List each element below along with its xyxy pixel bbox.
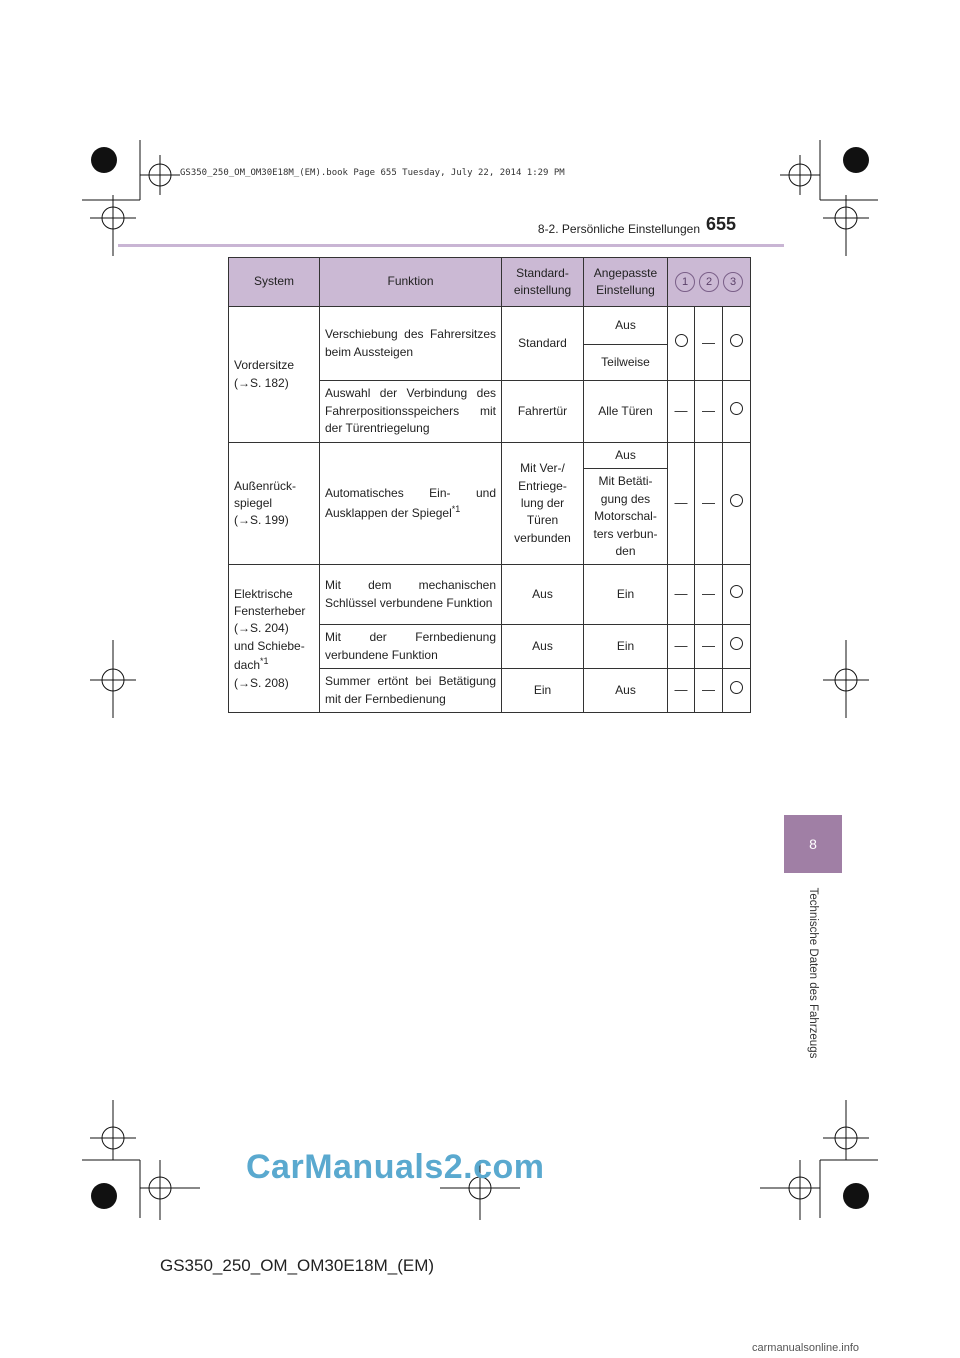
- circle-mark-icon: [730, 334, 743, 347]
- system-spiegel: Außenrück- spiegel (→S. 199): [229, 443, 320, 565]
- system-vordersitze: Vordersitze (→S. 182): [229, 307, 320, 443]
- system-text: Elektrische Fensterheber (→S. 204) und Schiebe- dach: [234, 586, 306, 673]
- custom-cell: Mit Betäti- gung des Motorschal- ters verbun- den: [584, 469, 668, 565]
- table-header-row: [229, 258, 751, 307]
- section-title: 8-2. Persönliche Einstellungen: [537, 222, 700, 236]
- header-custom: Angepasste Einstellung: [584, 258, 668, 307]
- crosshair-icon: [780, 155, 820, 195]
- standard-cell: Standard: [502, 307, 584, 381]
- header-rule: [118, 244, 784, 247]
- custom-cell: Ein: [584, 565, 668, 625]
- col1-value: —: [668, 565, 695, 625]
- col3-value: [723, 625, 751, 669]
- watermark-carmanualsonline: carmanualsonline.info: [752, 1342, 860, 1354]
- header-function: Funktion: [320, 258, 502, 307]
- settings-table: [228, 257, 751, 713]
- function-text: Automatisches Ein- und Ausklappen der Spiegel: [325, 486, 496, 520]
- col2-value: —: [695, 625, 723, 669]
- chapter-side-label: [784, 878, 842, 1068]
- col2-value: —: [695, 565, 723, 625]
- custom-cell: Teilweise: [584, 345, 668, 381]
- header-standard: Standard- einstellung: [502, 258, 584, 307]
- crosshair-icon: [140, 155, 180, 195]
- custom-cell: Aus: [584, 669, 668, 713]
- footnote-marker: *1: [260, 656, 269, 667]
- custom-cell: Aus: [584, 307, 668, 345]
- col2-value: —: [695, 307, 723, 381]
- col3-value: [723, 443, 751, 565]
- system-fensterheber: [229, 565, 320, 713]
- col2-value: —: [695, 669, 723, 713]
- circle-mark-icon: [675, 334, 688, 347]
- header-system: System: [229, 258, 320, 307]
- custom-cell: Aus: [584, 443, 668, 469]
- col3-value: [723, 669, 751, 713]
- circle-mark-icon: [730, 637, 743, 650]
- watermark-carmanuals2: CarManuals2.com: [246, 1148, 545, 1186]
- function-cell: Mit der Fernbedienung verbundene Funktion: [320, 625, 502, 669]
- crosshair-icon: [140, 1160, 200, 1220]
- col2-value: —: [695, 443, 723, 565]
- col3-value: [723, 381, 751, 443]
- column-3-badge: 3: [723, 272, 743, 292]
- function-cell: Mit dem mechanischen Schlüssel verbundene Funktion: [320, 565, 502, 625]
- footer-code: GS350_250_OM_OM30E18M_(EM): [160, 1256, 435, 1275]
- circle-mark-icon: [730, 402, 743, 415]
- crosshair-icon: [90, 1100, 136, 1160]
- crosshair-icon: [90, 640, 136, 718]
- column-1-badge: 1: [675, 272, 695, 292]
- standard-cell: Aus: [502, 565, 584, 625]
- custom-cell: Alle Türen: [584, 381, 668, 443]
- system-page-ref: (→S. 208): [234, 675, 289, 690]
- col1-value: —: [668, 669, 695, 713]
- standard-cell: Fahrertür: [502, 381, 584, 443]
- col3-value: [723, 307, 751, 381]
- crosshair-icon: [823, 1100, 869, 1160]
- col3-value: [723, 565, 751, 625]
- standard-cell: Aus: [502, 625, 584, 669]
- table-row: [229, 565, 751, 625]
- custom-cell: Ein: [584, 625, 668, 669]
- column-2-badge: 2: [699, 272, 719, 292]
- standard-cell: Ein: [502, 669, 584, 713]
- col2-value: —: [695, 381, 723, 443]
- col1-value: [668, 307, 695, 381]
- col1-value: —: [668, 381, 695, 443]
- chapter-label-text: Technische Daten des Fahrzeugs: [807, 887, 819, 1059]
- crosshair-icon: [823, 195, 869, 256]
- function-cell: Verschiebung des Fahrersitzes beim Aussteigen: [320, 307, 502, 381]
- page-number: 655: [706, 214, 737, 234]
- standard-cell: Mit Ver-/ Entriege- lung der Türen verbunden: [502, 443, 584, 565]
- footnote-marker: *1: [451, 503, 461, 514]
- col1-value: —: [668, 625, 695, 669]
- function-cell: Summer ertönt bei Betätigung mit der Fernbedienung: [320, 669, 502, 713]
- table-row: [229, 443, 751, 469]
- circle-mark-icon: [730, 494, 743, 507]
- chapter-tab: 8: [784, 815, 842, 873]
- crosshair-icon: [823, 640, 869, 718]
- header-columns: [668, 258, 751, 307]
- table-row: [229, 307, 751, 345]
- book-tag: GS350_250_OM_OM30E18M_(EM).book Page 655 Tuesday, July 22, 2014 1:29 PM: [180, 168, 565, 178]
- col1-value: —: [668, 443, 695, 565]
- function-cell: [320, 443, 502, 565]
- circle-mark-icon: [730, 681, 743, 694]
- circle-mark-icon: [730, 585, 743, 598]
- function-cell: Auswahl der Verbindung des Fahrerpositionsspeichers mit der Türentriegelung: [320, 381, 502, 443]
- crosshair-icon: [760, 1160, 820, 1220]
